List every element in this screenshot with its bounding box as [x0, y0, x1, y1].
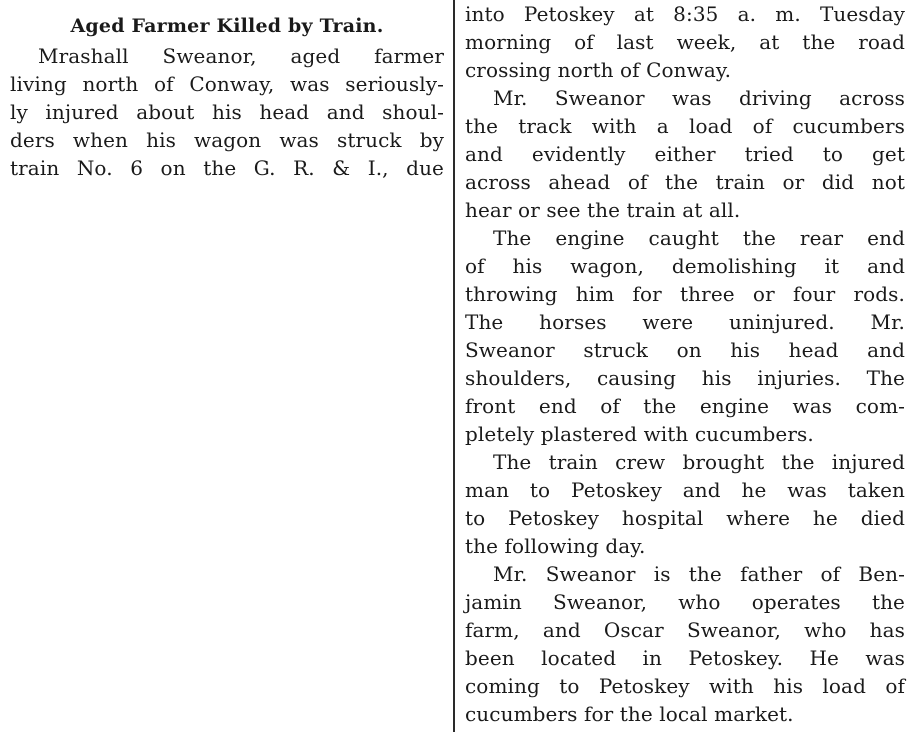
- article-line: ly injured about his head and shoul-: [10, 100, 444, 124]
- article-line: ders when his wagon was struck by: [10, 128, 444, 152]
- article-line: the following day.: [465, 534, 646, 558]
- article-line: living north of Conway, was seriously-: [10, 72, 444, 96]
- article-line: morning of last week, at the road: [465, 30, 905, 54]
- article-line: The horses were uninjured. Mr.: [465, 310, 905, 334]
- article-line: farm, and Oscar Sweanor, who has: [465, 618, 905, 642]
- article-line: to Petoskey hospital where he died: [465, 506, 905, 530]
- column-rule: [453, 0, 455, 732]
- article-line: the track with a load of cucumbers: [465, 114, 905, 138]
- article-line: jamin Sweanor, who operates the: [465, 590, 905, 614]
- article-line: The train crew brought the injured: [493, 450, 905, 474]
- article-line: train No. 6 on the G. R. & I., due: [10, 156, 444, 180]
- article-line: been located in Petoskey. He was: [465, 646, 905, 670]
- article-line: Mrashall Sweanor, aged farmer: [38, 44, 444, 68]
- article-line: pletely plastered with cucumbers.: [465, 422, 814, 446]
- article-line: crossing north of Conway.: [465, 58, 732, 82]
- article-line: hear or see the train at all.: [465, 198, 741, 222]
- article-line: Mr. Sweanor was driving across: [493, 86, 905, 110]
- article-line: across ahead of the train or did not: [465, 170, 905, 194]
- article-line: Sweanor struck on his head and: [465, 338, 905, 362]
- article-line: into Petoskey at 8:35 a. m. Tuesday: [465, 2, 905, 26]
- article-line: cucumbers for the local market.: [465, 702, 794, 726]
- article-line: shoulders, causing his injuries. The: [465, 366, 905, 390]
- article-line: man to Petoskey and he was taken: [465, 478, 905, 502]
- article-line: throwing him for three or four rods.: [465, 282, 905, 306]
- article-line: front end of the engine was com-: [465, 394, 905, 418]
- article-line: of his wagon, demolishing it and: [465, 254, 905, 278]
- article-line: and evidently either tried to get: [465, 142, 905, 166]
- article-headline: Aged Farmer Killed by Train.: [70, 15, 384, 37]
- left-column: [10, 12, 444, 182]
- article-line: The engine caught the rear end: [493, 226, 905, 250]
- article-line: Mr. Sweanor is the father of Ben-: [493, 562, 905, 586]
- right-column: [465, 0, 905, 728]
- article-line: coming to Petoskey with his load of: [465, 674, 905, 698]
